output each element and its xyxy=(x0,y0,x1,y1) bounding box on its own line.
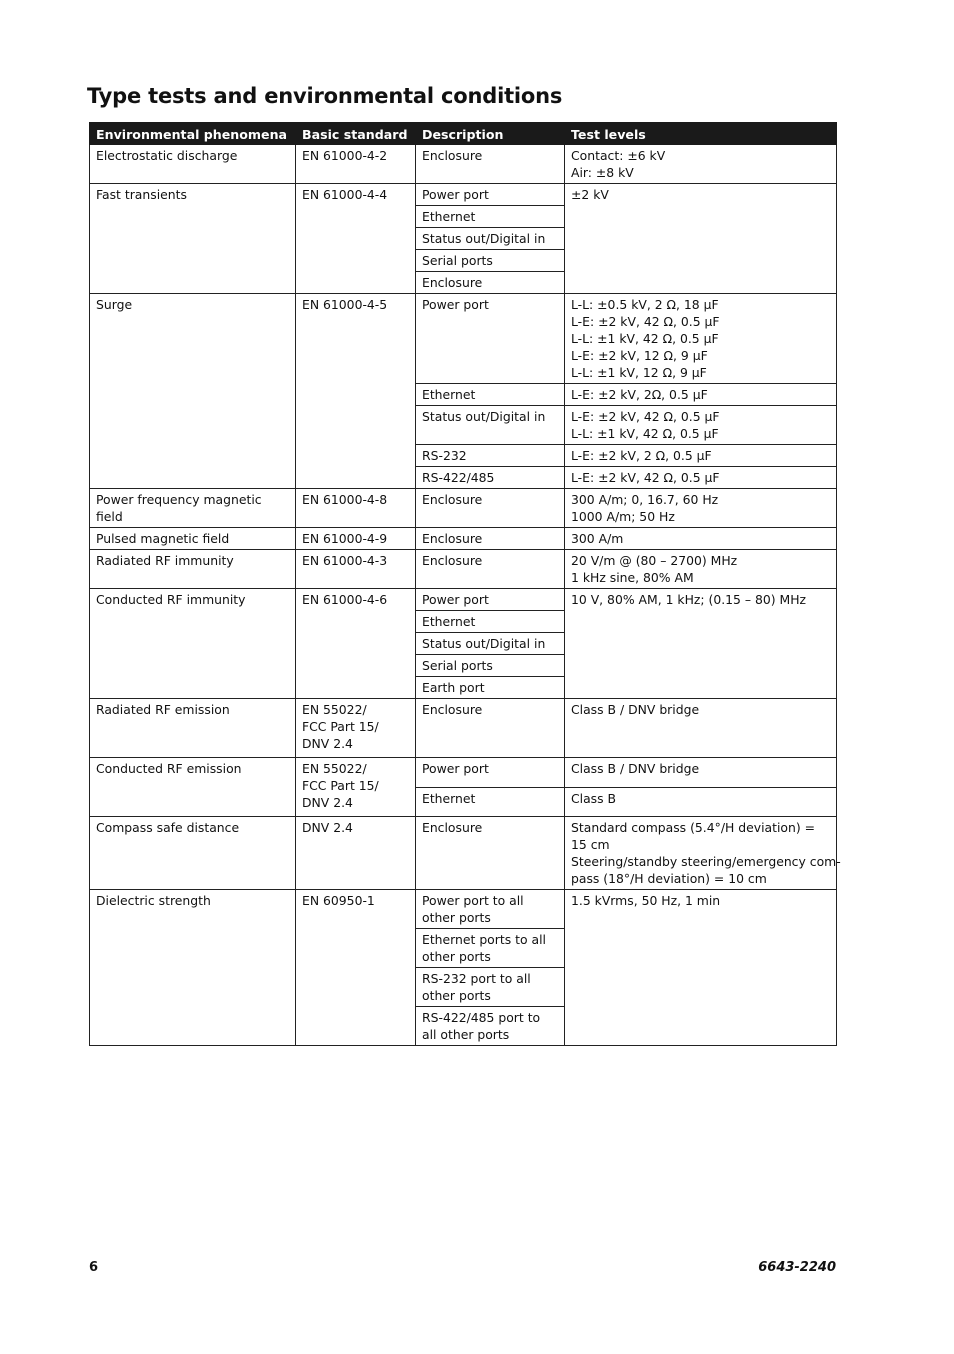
standard-line: EN 55022/ xyxy=(302,702,367,717)
phenomena-cell: Surge xyxy=(90,294,296,489)
test-level-line: 15 cm xyxy=(571,837,610,852)
test-level-cell: Class B / DNV bridge xyxy=(565,699,837,758)
description-cell: Ethernet xyxy=(416,787,565,817)
test-level-cell: 1.5 kVrms, 50 Hz, 1 min xyxy=(565,890,837,1046)
test-level-line: pass (18°/H deviation) = 10 cm xyxy=(571,871,767,886)
standard-cell: EN 61000-4-2 xyxy=(296,145,416,184)
test-level-line: Air: ±8 kV xyxy=(571,165,634,180)
standard-line: FCC Part 15/ xyxy=(302,778,379,793)
table-row xyxy=(90,890,837,929)
test-level-cell xyxy=(565,145,837,184)
table-row xyxy=(90,528,837,550)
header-standard: Basic standard xyxy=(296,123,416,145)
header-test-levels: Test levels xyxy=(565,123,837,145)
table-row xyxy=(90,550,837,589)
description-cell: Enclosure xyxy=(416,272,565,294)
test-level-cell: 10 V, 80% AM, 1 kHz; (0.15 – 80) MHz xyxy=(565,589,837,699)
table-row xyxy=(90,184,837,206)
test-level-cell: 300 A/m xyxy=(565,528,837,550)
standard-cell: DNV 2.4 xyxy=(296,817,416,890)
standard-cell: EN 61000-4-8 xyxy=(296,489,416,528)
description-cell: Serial ports xyxy=(416,655,565,677)
test-level-cell: Class B xyxy=(565,787,837,817)
description-cell: Enclosure xyxy=(416,489,565,528)
standard-cell: EN 61000-4-4 xyxy=(296,184,416,294)
description-cell: RS-232 xyxy=(416,445,565,467)
description-cell: RS-232 port to all other ports xyxy=(416,968,565,1007)
table-row xyxy=(90,758,837,788)
description-cell: Ethernet xyxy=(416,384,565,406)
standard-line: DNV 2.4 xyxy=(302,795,353,810)
table-header-row xyxy=(90,123,837,145)
description-cell: Enclosure xyxy=(416,145,565,184)
type-tests-table xyxy=(89,122,841,1046)
description-cell: Status out/Digital in xyxy=(416,633,565,655)
table-row xyxy=(90,294,837,384)
standard-cell xyxy=(296,758,416,817)
test-level-cell xyxy=(565,489,837,528)
description-cell: Ethernet ports to all other ports xyxy=(416,929,565,968)
test-level-line: L-E: ±2 kV, 12 Ω, 9 μF xyxy=(571,348,708,363)
phenomena-cell: Conducted RF emission xyxy=(90,758,296,817)
test-level-cell: L-E: ±2 kV, 42 Ω, 0.5 μF xyxy=(565,467,837,489)
description-cell: Earth port xyxy=(416,677,565,699)
test-level-line: Steering/standby steering/emergency com- xyxy=(571,854,841,869)
description-cell: Power port xyxy=(416,758,565,788)
standard-cell: EN 61000-4-3 xyxy=(296,550,416,589)
standard-line: DNV 2.4 xyxy=(302,736,353,751)
description-cell: Serial ports xyxy=(416,250,565,272)
test-level-line: L-L: ±1 kV, 12 Ω, 9 μF xyxy=(571,365,707,380)
phenomena-cell: Power frequency magnetic field xyxy=(90,489,296,528)
standard-cell: EN 61000-4-6 xyxy=(296,589,416,699)
description-cell: Enclosure xyxy=(416,699,565,758)
description-cell: Power port xyxy=(416,184,565,206)
description-cell: Power port xyxy=(416,294,565,384)
test-level-cell: L-E: ±2 kV, 2 Ω, 0.5 μF xyxy=(565,445,837,467)
description-cell: Status out/Digital in xyxy=(416,406,565,445)
test-level-line: L-E: ±2 kV, 42 Ω, 0.5 μF xyxy=(571,314,720,329)
description-cell: Enclosure xyxy=(416,528,565,550)
standard-cell xyxy=(296,699,416,758)
phenomena-cell: Radiated RF immunity xyxy=(90,550,296,589)
description-cell: RS-422/485 port to all other ports xyxy=(416,1007,565,1046)
test-level-line: 20 V/m @ (80 – 2700) MHz xyxy=(571,553,738,568)
page-number: 6 xyxy=(89,1260,99,1275)
description-cell: Status out/Digital in xyxy=(416,228,565,250)
description-cell: Ethernet xyxy=(416,611,565,633)
table-row xyxy=(90,589,837,611)
test-level-line: 300 A/m; 0, 16.7, 60 Hz xyxy=(571,492,719,507)
phenomena-cell: Dielectric strength xyxy=(90,890,296,1046)
table-row xyxy=(90,145,837,184)
test-level-cell: Class B / DNV bridge xyxy=(565,758,837,788)
document-code: 6643-2240 xyxy=(758,1260,836,1275)
standard-cell: EN 61000-4-5 xyxy=(296,294,416,489)
table-row xyxy=(90,699,837,758)
phenomena-cell: Compass safe distance xyxy=(90,817,296,890)
test-level-line: L-E: ±2 kV, 42 Ω, 0.5 μF xyxy=(571,409,720,424)
description-cell: Enclosure xyxy=(416,550,565,589)
phenomena-cell: Radiated RF emission xyxy=(90,699,296,758)
phenomena-cell: Electrostatic discharge xyxy=(90,145,296,184)
test-level-cell xyxy=(565,550,837,589)
test-level-cell: ±2 kV xyxy=(565,184,837,294)
description-cell: Power port to all other ports xyxy=(416,890,565,929)
phenomena-cell: Conducted RF immunity xyxy=(90,589,296,699)
test-level-line: Contact: ±6 kV xyxy=(571,148,666,163)
test-level-line: 1 kHz sine, 80% AM xyxy=(571,570,694,585)
test-level-line: L-L: ±0.5 kV, 2 Ω, 18 μF xyxy=(571,297,719,312)
table-row xyxy=(90,817,837,890)
test-level-cell: L-E: ±2 kV, 2Ω, 0.5 μF xyxy=(565,384,837,406)
test-level-cell xyxy=(565,406,837,445)
description-cell: Enclosure xyxy=(416,817,565,890)
test-level-cell xyxy=(565,817,841,890)
description-cell: Ethernet xyxy=(416,206,565,228)
table-row xyxy=(90,489,837,528)
standard-line: EN 55022/ xyxy=(302,761,367,776)
standard-line: FCC Part 15/ xyxy=(302,719,379,734)
header-phenomena: Environmental phenomena xyxy=(90,123,296,145)
test-level-line: Standard compass (5.4°/H deviation) = xyxy=(571,820,815,835)
test-level-line: 1000 A/m; 50 Hz xyxy=(571,509,675,524)
test-level-line: L-L: ±1 kV, 42 Ω, 0.5 μF xyxy=(571,331,719,346)
standard-cell: EN 61000-4-9 xyxy=(296,528,416,550)
description-cell: RS-422/485 xyxy=(416,467,565,489)
header-description: Description xyxy=(416,123,565,145)
phenomena-cell: Pulsed magnetic field xyxy=(90,528,296,550)
test-level-line: L-L: ±1 kV, 42 Ω, 0.5 μF xyxy=(571,426,719,441)
phenomena-cell: Fast transients xyxy=(90,184,296,294)
description-cell: Power port xyxy=(416,589,565,611)
standard-cell: EN 60950-1 xyxy=(296,890,416,1046)
test-level-cell xyxy=(565,294,837,384)
page-title: Type tests and environmental conditions xyxy=(87,84,563,108)
